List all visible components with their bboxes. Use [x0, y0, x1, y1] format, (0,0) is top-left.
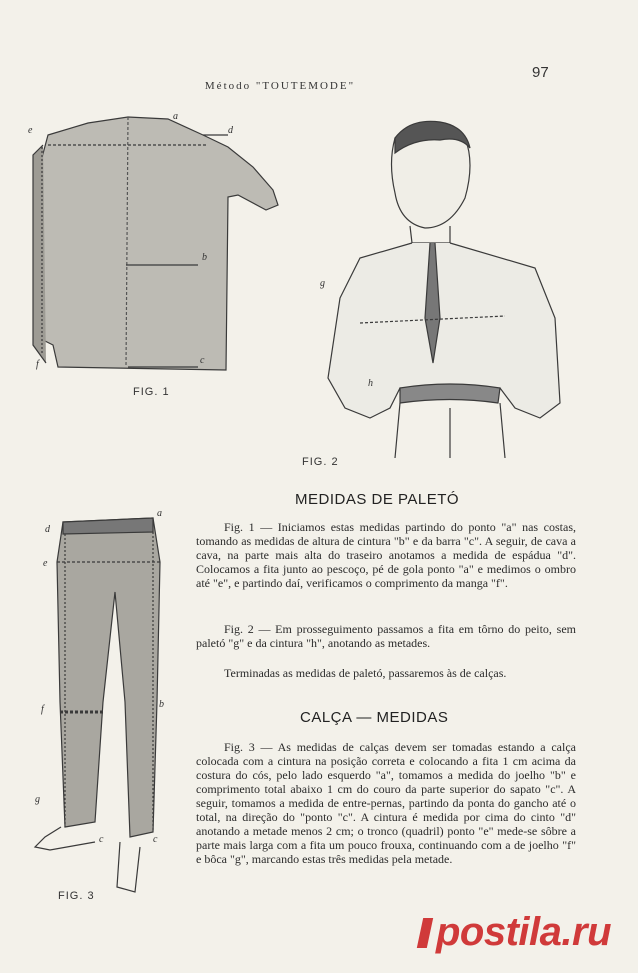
fig2-label-g: g [320, 278, 325, 289]
postila-watermark [420, 910, 611, 955]
watermark-text: postila.ru [436, 910, 612, 954]
fig1-label-b: b [202, 252, 207, 263]
fig2-caption: FIG. 2 [302, 456, 339, 468]
fig3-label-f: f [41, 704, 44, 715]
fig3-label-b: b [159, 699, 164, 710]
fig1-label-d: d [228, 125, 233, 136]
fig3-label-c-right: c [153, 834, 158, 845]
calca-section-title: CALÇA — MEDIDAS [300, 709, 449, 726]
paleto-section-title: MEDIDAS DE PALETÓ [295, 491, 460, 508]
fig1-label-c: c [200, 355, 205, 366]
fig1-jacket-illustration [28, 105, 290, 385]
fig3-label-c-left: c [99, 834, 104, 845]
method-header: Método "TOUTEMODE" [204, 80, 356, 92]
paleto-paragraph-3: Terminadas as medidas de paletó, passaremos às de calças. [224, 666, 507, 680]
calca-paragraph-1: Fig. 3 — As medidas de calças devem ser tomadas estando a calça colocada com a cintura na posição correta e colocando a fita 1 cm acima da costura do cós, pelo lado esquerdo "a", tomamos a medida do joelho "b" e comprimento total abaixo 1 cm do couro da parte superior do sapato "c". A seguir, tomamos a medida de entre-pernas, partindo da ponta do gancho até o total, na direção do "ponto "c". A cintura é medida por cima do cinto "d" anotando a metade menos 2 cm; o tronco (quadril) ponto "e" mede-se sôbre a parte mais larga com a fita um pouco frouxa, continuando com a de joelho "f" e bôca "g", marcando estas três medidas pela metade. [196, 740, 576, 866]
fig3-trousers-illustration [25, 502, 175, 894]
fig1-label-e: e [28, 125, 33, 136]
fig3-caption: FIG. 3 [58, 890, 95, 902]
fig3-label-a: a [157, 508, 162, 519]
paleto-paragraph-2: Fig. 2 — Em prosseguimento passamos a fita em tôrno do peito, sem paletó "g" e da cintura "h", anotando as metades. [196, 622, 576, 650]
fig1-label-f: f [36, 359, 39, 370]
fig1-caption: FIG. 1 [133, 386, 170, 398]
fig3-label-d: d [45, 524, 50, 535]
watermark-logo-icon [417, 918, 433, 948]
fig2-label-h: h [368, 378, 373, 389]
page-number: 97 [532, 64, 549, 81]
fig3-label-g: g [35, 794, 40, 805]
fig2-shirt-illustration [300, 118, 570, 463]
fig1-label-a: a [173, 111, 178, 122]
fig3-label-e: e [43, 558, 48, 569]
paleto-paragraph-1: Fig. 1 — Iniciamos estas medidas partindo do ponto "a" nas costas, tomando as medidas de altura de cintura "b" e da barra "c". A seguir, de cava a cava, na parte mais alta do traseiro anotamos a medida de espádua "d". Colocamos a fita junto ao pescoço, pé de gola ponto "a" e medimos o ombro até "e", e partindo daí, verificamos o comprimento da manga "f". [196, 520, 576, 590]
